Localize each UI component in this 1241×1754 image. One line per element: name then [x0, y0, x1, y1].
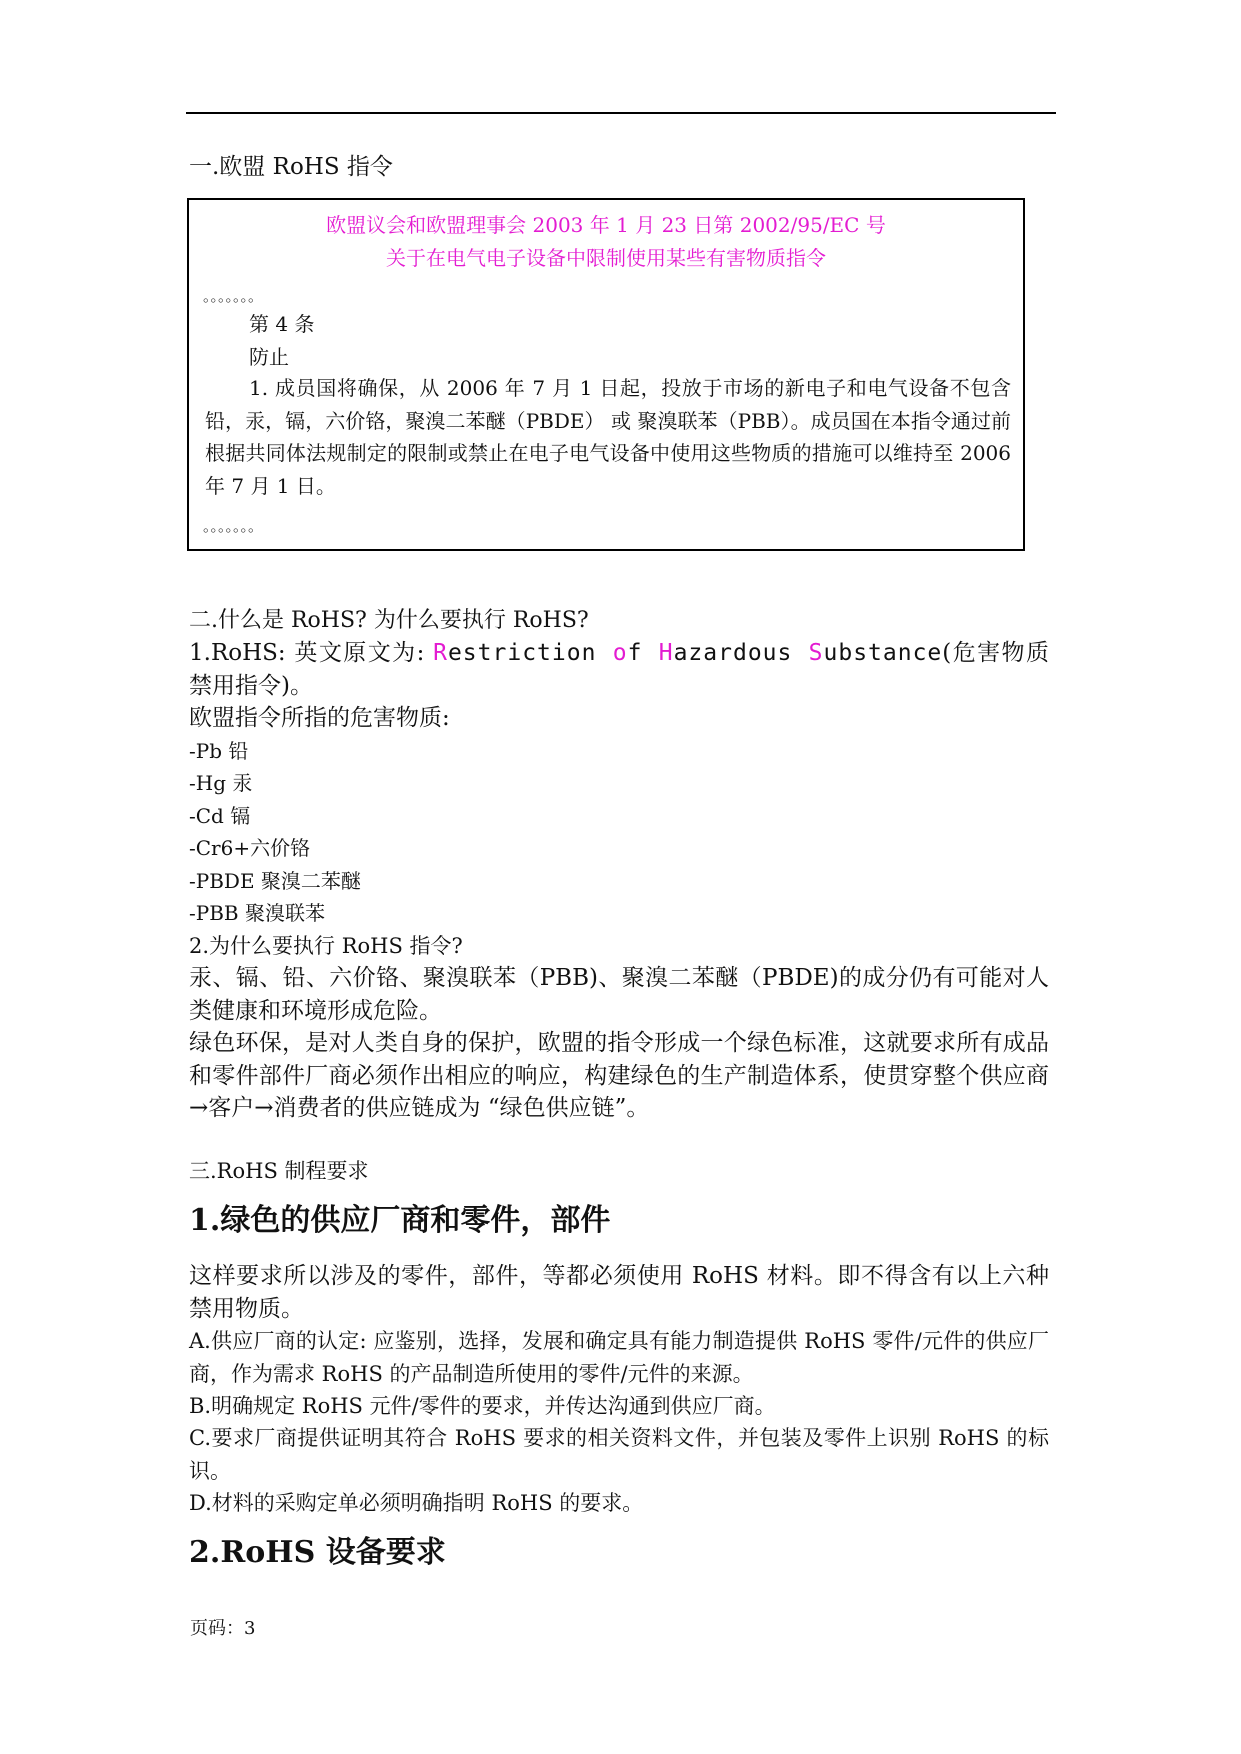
requirement-item-b: B.明确规定 RoHS 元件/零件的要求，并传达沟通到供应厂商。: [189, 1394, 776, 1418]
why-title: 2.为什么要执行 RoHS 指令?: [189, 934, 463, 958]
substance-item: -PBB 聚溴联苯: [189, 901, 325, 925]
definition-prefix: 1.RoHS: 英文原文为:: [189, 640, 434, 666]
section2-title: 二.什么是 RoHS? 为什么要执行 RoHS?: [189, 608, 589, 633]
word-substance: ubstance: [823, 640, 943, 666]
initial-h: H: [658, 640, 674, 666]
rohs-definition: [189, 637, 1049, 702]
requirement-item-c: C.要求厂商提供证明其符合 RoHS 要求的相关资料文件，并包装及零件上识别 RoHS 的标识。: [189, 1426, 1049, 1483]
initial-r: R: [433, 640, 448, 666]
substance-item: -Hg 汞: [189, 771, 253, 795]
ellipsis-top: 。。。。。。。: [203, 287, 264, 305]
subsection2-heading: 2.RoHS 设备要求: [189, 1535, 446, 1570]
ellipsis-bottom: 。。。。。。。: [203, 517, 264, 535]
article-paragraph: 1. 成员国将确保，从 2006 年 7 月 1 日起，投放于市场的新电子和电气设备不包含铅，汞，镉，六价铬，聚溴二苯醚（PBDE） 或 聚溴联苯（PBB）。成员国在本指令通过前根据共同体法规制定的限制或禁止在电子电气设备中使用这些物质的措施可以维持至 2006 年 7 月 1 日。: [205, 376, 1011, 498]
word-of: f: [627, 640, 659, 666]
header-rule: [186, 112, 1056, 114]
directive-heading-line1: 欧盟议会和欧盟理事会 2003 年 1 月 23 日第 2002/95/EC 号: [326, 213, 886, 237]
requirement-item-d: D.材料的采购定单必须明确指明 RoHS 的要求。: [189, 1491, 644, 1515]
substance-item: -PBDE 聚溴二苯醚: [189, 869, 361, 893]
initial-s: S: [808, 640, 824, 666]
requirement-item-a: A.供应厂商的认定: 应鉴别，选择，发展和确定具有能力制造提供 RoHS 零件/元件的供应厂商，作为需求 RoHS 的产品制造所使用的零件/元件的来源。: [189, 1329, 1049, 1386]
section3-title: 三.RoHS 制程要求: [189, 1159, 369, 1183]
page-number: 页码：3: [190, 1618, 256, 1639]
article-number: 第 4 条: [249, 312, 315, 336]
definition-suffix: (危害物质禁用指令)。: [189, 640, 1049, 699]
directive-heading-line2: 关于在电气电子设备中限制使用某些有害物质指令: [386, 246, 826, 270]
section1-title: 一.欧盟 RoHS 指令: [189, 154, 393, 180]
substance-item: -Cd 镉: [189, 804, 251, 828]
substance-item: -Pb 铅: [189, 739, 249, 763]
substances-intro: 欧盟指令所指的危害物质:: [189, 705, 450, 731]
word-hazardous: azardous: [673, 640, 809, 666]
why-paragraph-2: 绿色环保，是对人类自身的保护，欧盟的指令形成一个绿色标准，这就要求所有成品和零件部件厂商必须作出相应的响应，构建绿色的生产制造体系，使贯穿整个供应商→客户→消费者的供应链成为 “绿色供应链”。: [189, 1030, 1049, 1121]
word-restriction: estriction: [447, 640, 613, 666]
subsection1-paragraph: 这样要求所以涉及的零件，部件，等都必须使用 RoHS 材料。即不得含有以上六种禁用物质。: [189, 1263, 1049, 1322]
substance-item: -Cr6+六价铬: [189, 836, 311, 860]
why-paragraph-1: 汞、镉、铅、六价铬、聚溴联苯（PBB)、聚溴二苯醚（PBDE)的成分仍有可能对人类健康和环境形成危险。: [189, 965, 1049, 1024]
article-heading: 防止: [249, 345, 289, 369]
directive-excerpt-box: [187, 198, 1025, 551]
initial-o: o: [612, 640, 628, 666]
subsection1-heading: 1.绿色的供应厂商和零件，部件: [189, 1203, 611, 1238]
